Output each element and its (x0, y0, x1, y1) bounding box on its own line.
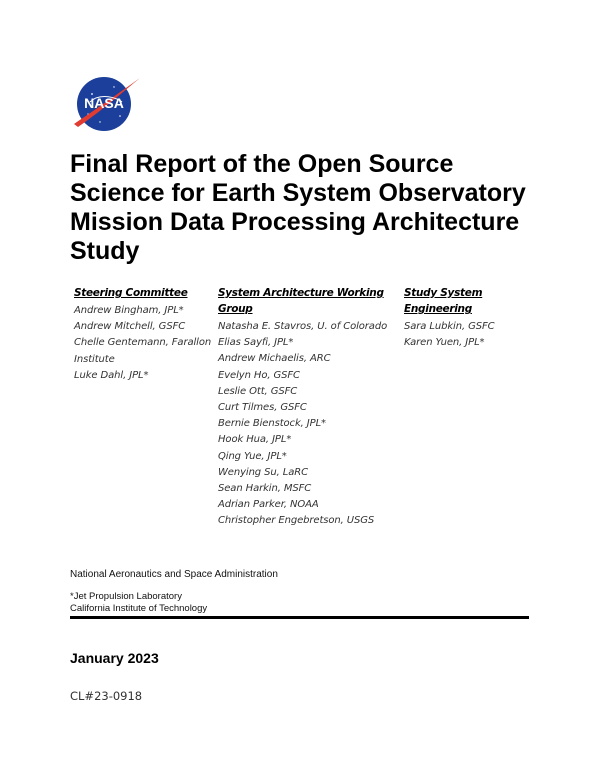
jpl-affiliation (70, 591, 207, 614)
horizontal-rule (70, 616, 529, 619)
member: Karen Yuen, JPL* (404, 337, 485, 349)
member: Bernie Bienstock, JPL* (218, 418, 326, 430)
nasa-logo (70, 72, 142, 132)
member: Luke Dahl, JPL* (74, 369, 149, 381)
member: Hook Hua, JPL* (218, 434, 292, 446)
member: Andrew Mitchell, GSFC (74, 321, 186, 333)
study-system-engineering-heading: Study System Engineering (404, 287, 483, 315)
agency-name: National Aeronautics and Space Administration (70, 569, 278, 580)
steering-committee (74, 285, 214, 384)
member: Evelyn Ho, GSFC (218, 369, 300, 381)
member: Curt Tilmes, GSFC (218, 402, 307, 414)
architecture-working-group-heading: System Architecture Working Group (218, 287, 384, 315)
member: Elias Sayfi, JPL* (218, 337, 294, 349)
member: Sean Harkin, MSFC (218, 483, 312, 495)
jpl-line: *Jet Propulsion Laboratory (70, 591, 182, 602)
nasa-logo-text: NASA (84, 95, 124, 111)
member: Wenying Su, LaRC (218, 466, 309, 478)
member: Natasha E. Stavros, U. of Colorado (218, 321, 388, 332)
architecture-working-group (218, 285, 403, 530)
member: Andrew Michaelis, ARC (218, 353, 331, 365)
architecture-working-group-list (218, 319, 403, 530)
member: Qing Yue, JPL* (218, 450, 287, 462)
report-title: Final Report of the Open Source Science for Earth System Observatory Mission Data Processing Architecture Study (70, 150, 526, 265)
member: Christopher Engebretson, USGS (218, 515, 375, 527)
member: Chelle Gentemann, Farallon Institute (74, 337, 212, 365)
clearance-number: CL#23-0918 (70, 689, 143, 703)
member: Leslie Ott, GSFC (218, 385, 298, 397)
member: Sara Lubkin, GSFC (404, 321, 495, 332)
report-date: January 2023 (70, 650, 159, 666)
member: Adrian Parker, NOAA (218, 499, 319, 511)
study-system-engineering-list (404, 319, 544, 351)
member: Andrew Bingham, JPL* (74, 305, 184, 316)
study-system-engineering (404, 285, 544, 351)
caltech-line: California Institute of Technology (70, 602, 208, 614)
steering-committee-list (74, 303, 214, 384)
steering-committee-heading: Steering Committee (74, 287, 188, 299)
